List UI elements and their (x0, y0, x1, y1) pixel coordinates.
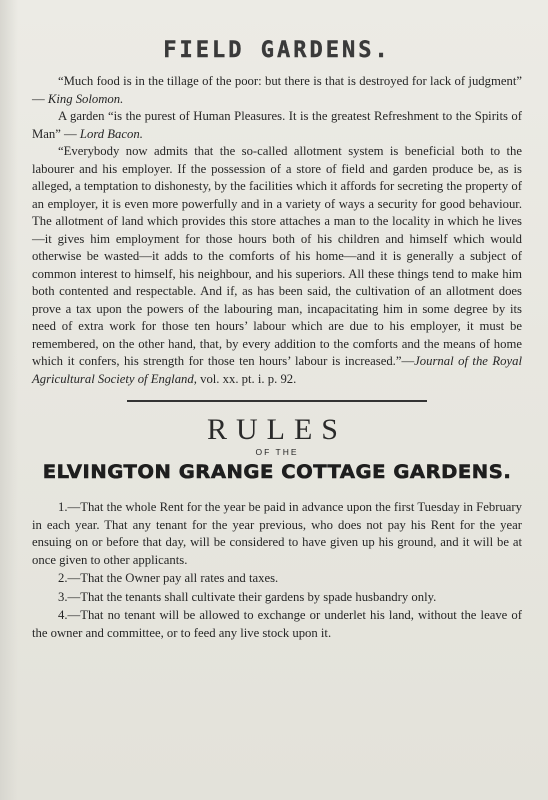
rule-item: 4.—That no tenant will be allowed to exchange or underlet his land, without the leave of the owner and committee, or to feed any live stock upon it. (32, 608, 522, 640)
page-title: FIELD GARDENS. (163, 38, 391, 63)
essay-text: “Everybody now admits that the so-called allotment system is beneficial both to the labourer and his employer. If the possession of a store of field and garden produce be, as is alleged, a temptation to dishonesty, by the facilities which it affords for secreting the property of an employer, it is even more powerfully and in a variety of ways a security for good behaviour. The allotment of land which provides this store attaches a man to the locality in which he lives—it gives him employment for those hours both of his children and himself which would otherwise be wasted—it adds to the comforts of his home—and it is generally a subject of common interest to himself, his neighbour, and his superiors. All these things tend to make him both contented and respectable. And if, as has been said, the cultivation of an allotment does prove a tax upon the powers of the labouring man, incapacitating him in some degree by its need of extra work for those ten hours’ labour which are due to his employer, it must be remembered, on the other hand, that, by every addition to the comforts and the means of home which it confers, his strength for those ten hours’ labour is increased.”— (32, 144, 522, 368)
rule-item: 1.—That the whole Rent for the year be paid in advance upon the first Tuesday in February in each year. That any tenant for the year previous, who does not pay his Rent for the year ensuing on or before that day, will be considered to have given up his ground, and it will be at once given to other applicants. (32, 500, 522, 567)
essay-source: Journal of the Royal Agricultural Society of England, (32, 354, 522, 386)
essay-reference: vol. xx. pt. i. p. 92. (196, 371, 297, 386)
rule-item: 3.—That the tenants shall cultivate their gardens by spade husbandry only. (58, 589, 437, 604)
essay-paragraph (32, 143, 522, 388)
rules-list (32, 499, 522, 642)
quote-bacon (32, 108, 522, 143)
place-heading: ELVINGTON GRANGE COTTAGE GARDENS. (42, 461, 512, 483)
of-the-label: OF THE (255, 447, 299, 457)
rule-item: 2.—That the Owner pay all rates and taxes. (58, 571, 279, 585)
quote-source: Lord Bacon. (79, 126, 143, 141)
rules-heading: RULES (206, 413, 347, 446)
quote-text: A garden “is the purest of Human Pleasures. It is the greatest Refreshment to the Spirits of Man” — (32, 109, 522, 141)
quote-source: King Solomon. (47, 91, 124, 106)
quote-solomon (32, 73, 522, 108)
quote-text: “Much food is in the tillage of the poor: but there is that is destroyed for lack of judgment” — (32, 74, 522, 106)
section-divider (127, 400, 427, 402)
